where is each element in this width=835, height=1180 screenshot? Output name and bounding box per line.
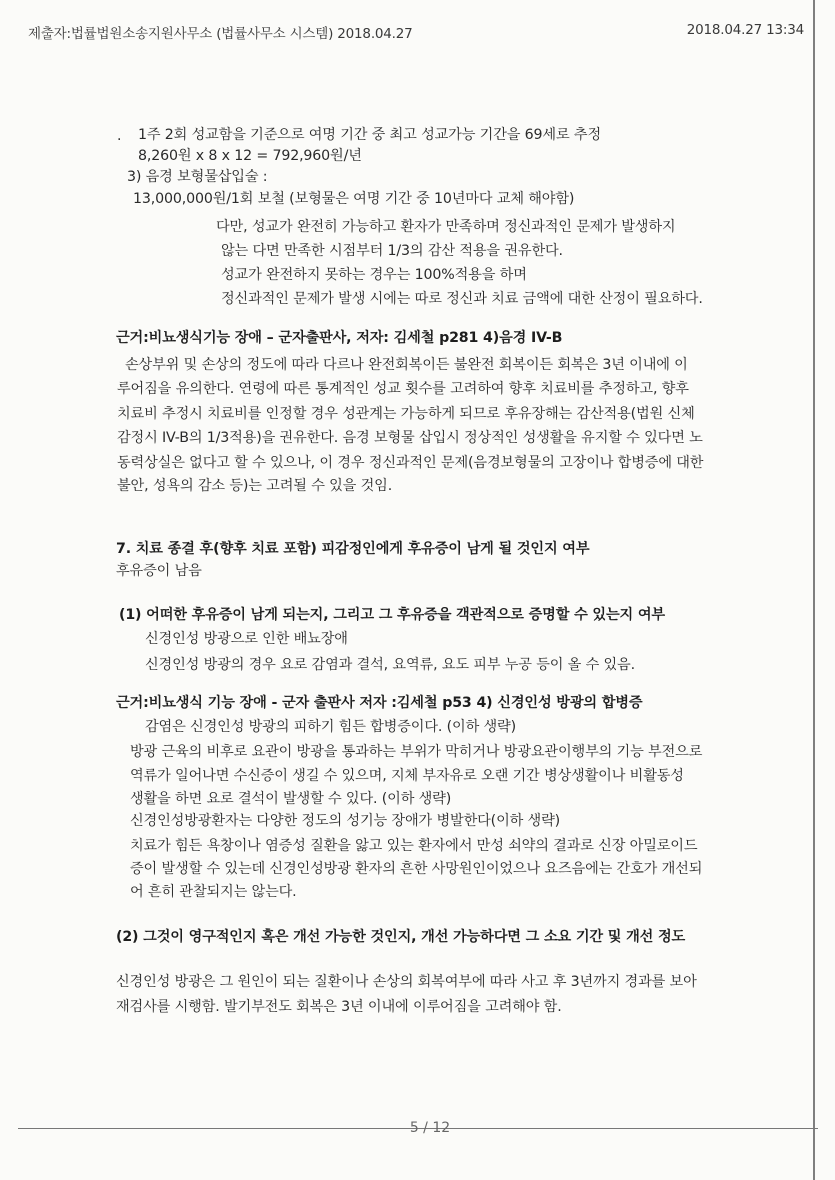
paragraph-line: 증이 발생할 수 있는데 신경인성방광 환자의 흔한 사망원인이었으나 요즈음에는 간호가 개선되 [130, 861, 703, 877]
reference-heading: 근거:비뇨생식 기능 장애 - 군자 출판사 저자 :김세철 p53 4) 신경인성 방광의 합병증 [116, 695, 643, 711]
paragraph-line: 재검사를 시행함. 발기부전도 회복은 3년 이내에 이루어짐을 고려해야 함. [116, 999, 562, 1015]
paragraph-line: 치료가 힘든 욕창이나 염증성 질환을 앓고 있는 환자에서 만성 쇠약의 결과로 신장 아밀로이드 [130, 838, 698, 854]
answer-text: 신경인성 방광의 경우 요로 감염과 결석, 요역류, 요도 피부 누공 등이 올 수 있음. [145, 657, 635, 673]
paragraph-line: 역류가 일어나면 수신증이 생길 수 있으며, 지체 부자유로 오랜 기간 병상생활이나 비활동성 [130, 768, 684, 784]
reference-heading: 근거:비뇨생식기능 장애 – 군자출판사, 저자: 김세철 p281 4)음경 IV-B [116, 330, 563, 346]
paragraph-line: 치료비 추정시 치료비를 인정할 경우 성관계는 가능하게 되므로 후유장해는 감산적용(법원 신체 [117, 406, 695, 422]
subsection-heading: (2) 그것이 영구적인지 혹은 개선 가능한 것인지, 개선 가능하다면 그 소요 기간 및 개선 정도 [116, 929, 686, 945]
text-line: 성교가 완전하지 못하는 경우는 100%적용을 하며 [221, 267, 527, 283]
paragraph-line: 감정시 IV-B의 1/3적용)을 권유한다. 음경 보형물 삽입시 정상적인 성생활을 유지할 수 있다면 노 [117, 430, 703, 446]
bullet-dot: . [117, 128, 122, 144]
paragraph-line: 불안, 성욕의 감소 등)는 고려될 수 있을 것임. [117, 478, 393, 494]
subsection-heading: (1) 어떠한 후유증이 남게 되는지, 그리고 그 후유증을 객관적으로 증명할 수 있는지 여부 [119, 607, 665, 623]
paragraph-line: 손상부위 및 손상의 정도에 따라 다르나 완전회복이든 불완전 회복이든 회복은 3년 이내에 이 [125, 357, 688, 373]
submission-header [28, 22, 818, 42]
answer-text: 신경인성 방광으로 인한 배뇨장애 [145, 631, 348, 647]
paragraph-line: 어 흔히 관찰되지는 않는다. [130, 884, 297, 900]
submitter-text: 제출자:법률법원소송지원사무소 (법률사무소 시스템) 2018.04.27 [28, 26, 413, 42]
paragraph-line: 방광 근육의 비후로 요관이 방광을 통과하는 부위가 막히거나 방광요관이행부의 기능 부전으로 [130, 744, 703, 760]
scan-edge-line [813, 0, 815, 1180]
text-line: 않는 다면 만족한 시점부터 1/3의 감산 적용을 권유한다. [221, 243, 563, 259]
answer-text: 후유증이 남음 [116, 563, 202, 579]
paragraph-line: 동력상실은 없다고 할 수 있으나, 이 경우 정신과적인 문제(음경보형물의 고장이나 합병증에 대한 [117, 455, 704, 471]
section-heading: 7. 치료 종결 후(향후 치료 포함) 피감정인에게 후유증이 남게 될 것인지 여부 [116, 541, 590, 557]
paragraph-line: 감염은 신경인성 방광의 피하기 힘든 합병증이다. (이하 생략) [145, 719, 516, 735]
text-line: 정신과적인 문제가 발생 시에는 따로 정신과 치료 금액에 대한 산정이 필요하다. [221, 291, 703, 307]
text-line: 8,260원 x 8 x 12 = 792,960원/년 [138, 148, 362, 164]
text-line: 1주 2회 성교함을 기준으로 여명 기간 중 최고 성교가능 기간을 69세로 추정 [138, 127, 602, 143]
header-timestamp: 2018.04.27 13:34 [686, 22, 804, 38]
list-heading: 3) 음경 보형물삽입술 : [127, 169, 268, 185]
text-line: 다만, 성교가 완전히 가능하고 환자가 만족하며 정신과적인 문제가 발생하지 [216, 219, 676, 235]
text-line: 13,000,000원/1회 보철 (보형물은 여명 기간 중 10년마다 교체 해야함) [133, 191, 575, 207]
paragraph-line: 루어짐을 유의한다. 연령에 따른 통계적인 성교 횟수를 고려하여 향후 치료비를 추정하고, 향후 [117, 381, 689, 397]
page-number: 5 / 12 [409, 1120, 451, 1136]
paragraph-line: 생활을 하면 요로 결석이 발생할 수 있다. (이하 생략) [130, 791, 452, 807]
paragraph-line: 신경인성 방광은 그 원인이 되는 질환이나 손상의 회복여부에 따라 사고 후 3년까지 경과를 보아 [116, 974, 697, 990]
paragraph-line: 신경인성방광환자는 다양한 정도의 성기능 장애가 병발한다(이하 생략) [130, 813, 561, 829]
